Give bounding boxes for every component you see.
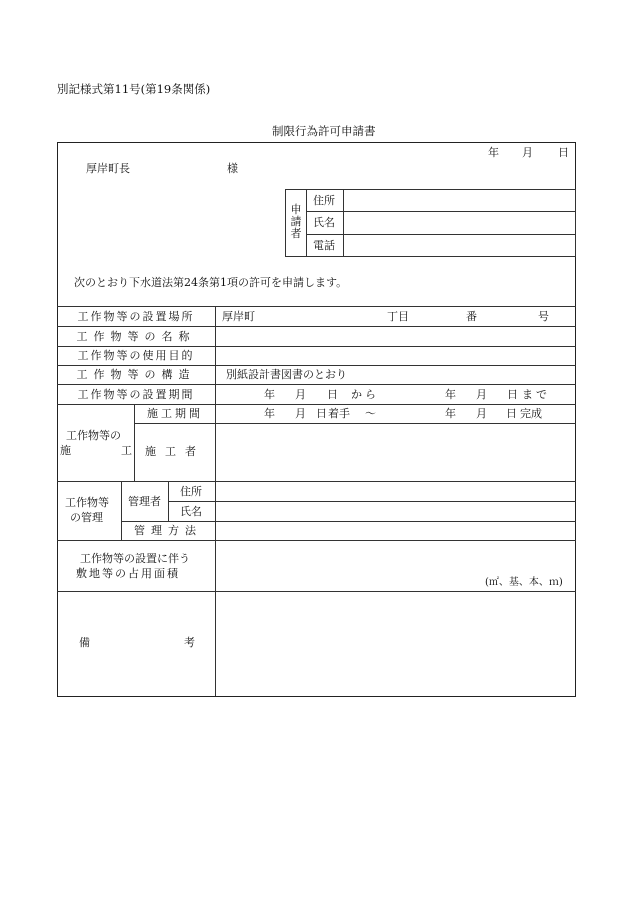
- term-end-day: 日: [506, 407, 517, 420]
- name-label: 工作物等の名称: [76, 330, 196, 343]
- location-ban: 番: [466, 310, 477, 323]
- management-group-label-2: の管理: [70, 511, 103, 524]
- period-from-year: 年: [264, 388, 275, 401]
- management-group-label-1: 工作物等: [65, 496, 109, 509]
- area-units: (㎡、基、本、ｍ): [485, 577, 563, 588]
- applicant-address-label: 住所: [313, 194, 335, 207]
- method-field[interactable]: [217, 522, 575, 539]
- construction-group-label-1: 工作物等の: [66, 429, 121, 442]
- date-day: 日: [558, 146, 569, 159]
- term-year: 年: [264, 407, 275, 420]
- location-town: 厚岸町: [222, 310, 255, 323]
- manager-name-field[interactable]: [217, 502, 575, 520]
- term-month: 月: [295, 407, 306, 420]
- term-start: 着手: [328, 407, 350, 420]
- purpose-label: 工作物等の使用目的: [77, 349, 195, 362]
- date-month: 月: [522, 146, 533, 159]
- structure-value: 別紙設計書図書のとおり: [226, 368, 347, 381]
- term-day: 日: [316, 407, 327, 420]
- manager-label: 管理者: [128, 495, 161, 508]
- application-statement: 次のとおり下水道法第24条第1項の許可を申請します。: [74, 276, 348, 289]
- method-label: 管理方法: [134, 524, 202, 537]
- applicant-address-field[interactable]: [345, 190, 575, 210]
- term-end: 完成: [520, 407, 542, 420]
- remarks-label-b: 考: [184, 636, 195, 649]
- period-from: から: [351, 388, 379, 401]
- applicant-label-1: 申: [290, 203, 302, 216]
- period-from-day: 日: [327, 388, 338, 401]
- area-label-2: 敷地等の占用面積: [76, 567, 180, 580]
- addressee-honorific: 様: [227, 162, 238, 175]
- applicant-name-label: 氏名: [313, 216, 335, 229]
- manager-address-label: 住所: [180, 485, 202, 498]
- construction-group-label-2a: 施: [60, 444, 71, 457]
- builder-field[interactable]: [217, 424, 575, 480]
- structure-label: 工作物等の構造: [76, 368, 196, 381]
- period-to-month: 月: [476, 388, 487, 401]
- construction-group-label-2b: 工: [121, 444, 132, 457]
- area-field[interactable]: [217, 541, 477, 590]
- addressee-name: 厚岸町長: [86, 162, 130, 175]
- period-to: まで: [522, 388, 550, 401]
- location-chome: 丁目: [387, 310, 409, 323]
- applicant-label-2: 請: [290, 215, 302, 228]
- remarks-field[interactable]: [217, 592, 575, 695]
- applicant-phone-field[interactable]: [345, 235, 575, 256]
- period-to-day: 日: [507, 388, 518, 401]
- period-from-month: 月: [295, 388, 306, 401]
- term-end-year: 年: [445, 407, 456, 420]
- purpose-field[interactable]: [217, 347, 575, 364]
- location-label: 工作物等の設置場所: [77, 310, 195, 323]
- form-title: 制限行為許可申請書: [272, 124, 376, 138]
- period-to-year: 年: [445, 388, 456, 401]
- construction-term-label: 施工期間: [147, 407, 203, 420]
- date-year: 年: [488, 146, 499, 159]
- remarks-label-a: 備: [79, 636, 90, 649]
- applicant-name-field[interactable]: [345, 212, 575, 233]
- manager-address-field[interactable]: [217, 482, 575, 500]
- manager-name-label: 氏名: [180, 505, 202, 518]
- term-tilde: 〜: [365, 407, 376, 420]
- applicant-phone-label: 電話: [313, 239, 335, 252]
- form-number: 別記様式第11号(第19条関係): [57, 82, 211, 96]
- name-field[interactable]: [217, 327, 575, 345]
- term-end-month: 月: [476, 407, 487, 420]
- builder-label: 施工者: [145, 445, 205, 458]
- period-label: 工作物等の設置期間: [77, 388, 195, 401]
- location-go: 号: [538, 310, 549, 323]
- applicant-label-3: 者: [290, 227, 302, 240]
- area-label-1: 工作物等の設置に伴う: [80, 552, 190, 565]
